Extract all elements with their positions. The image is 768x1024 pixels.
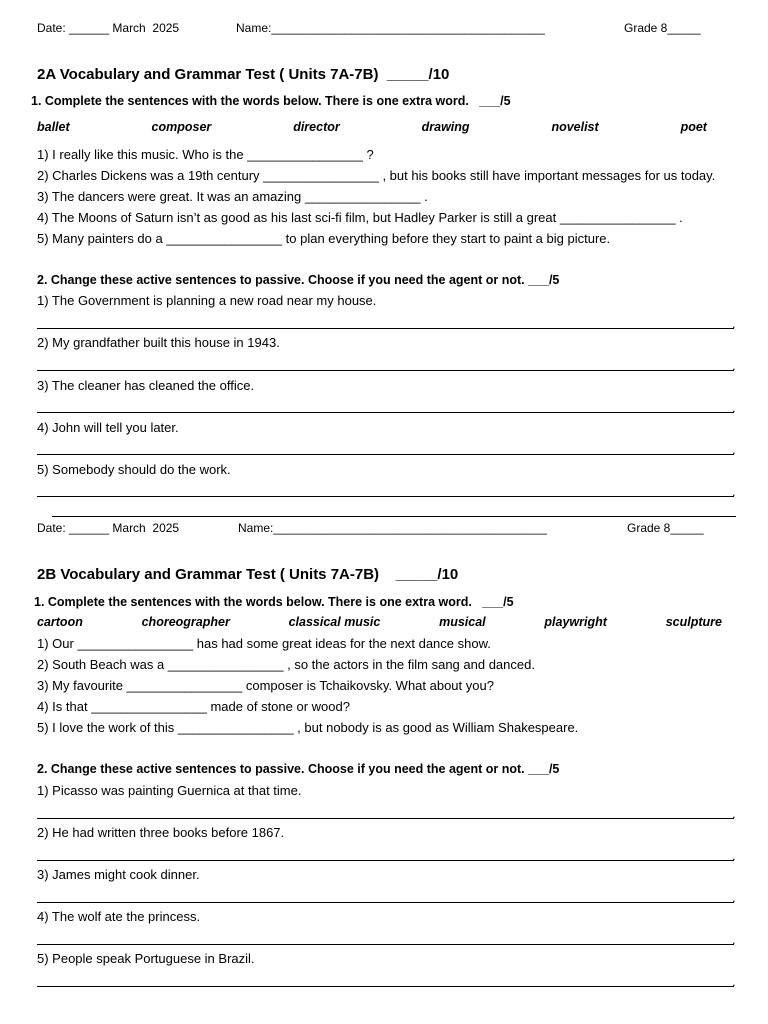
word-bank-item: drawing	[421, 120, 470, 134]
active-sentence: 5) People speak Portuguese in Brazil.	[37, 951, 255, 966]
question-1-instruction-a: 1. Complete the sentences with the words below. There is one extra word. ___/5	[31, 94, 511, 108]
active-sentence: 1) Picasso was painting Guernica at that time.	[37, 783, 302, 798]
gap-fill-sentence[interactable]: 2) South Beach was a ________________ , so the actors in the film sang and danced.	[37, 657, 535, 672]
date-field-b[interactable]: Date: ______ March 2025	[37, 521, 180, 535]
answer-line[interactable]	[37, 944, 734, 945]
answer-line-end: .	[732, 400, 736, 415]
answer-line[interactable]	[37, 496, 734, 497]
word-bank-item: composer	[151, 120, 212, 134]
answer-line-end: .	[732, 848, 736, 863]
word-bank-item: ballet	[37, 120, 70, 134]
answer-line[interactable]	[37, 412, 734, 413]
active-sentence: 4) John will tell you later.	[37, 420, 179, 435]
active-sentence: 3) The cleaner has cleaned the office.	[37, 378, 255, 393]
word-bank-item: director	[293, 120, 340, 134]
gap-fill-sentence[interactable]: 3) The dancers were great. It was an amazing ________________ .	[37, 189, 428, 204]
active-sentence: 3) James might cook dinner.	[37, 867, 200, 882]
gap-fill-sentence[interactable]: 1) Our ________________ has had some great ideas for the next dance show.	[37, 636, 491, 651]
name-field-b[interactable]: Name:_________________________________________	[238, 521, 547, 535]
gap-fill-sentence[interactable]: 4) Is that ________________ made of stone or wood?	[37, 699, 350, 714]
answer-line[interactable]	[37, 454, 734, 455]
active-sentence: 1) The Government is planning a new road near my house.	[37, 293, 377, 308]
gap-fill-sentence[interactable]: 2) Charles Dickens was a 19th century ________________ , but his books still have important messages for us today.	[37, 168, 716, 183]
question-2-instruction-b: 2. Change these active sentences to passive. Choose if you need the agent or not. ___/5	[37, 762, 560, 776]
grade-field-b[interactable]: Grade 8_____	[627, 521, 704, 535]
word-bank-item: playwright	[544, 615, 607, 629]
answer-line-end: .	[732, 484, 736, 499]
gap-fill-sentence[interactable]: 4) The Moons of Saturn isn’t as good as his last sci-fi film, but Hadley Parker is still a great ________________ .	[37, 210, 683, 225]
test-title-a: 2A Vocabulary and Grammar Test ( Units 7A-7B) _____/10	[37, 66, 450, 83]
answer-line[interactable]	[37, 818, 734, 819]
word-bank-item: classical music	[288, 615, 381, 629]
gap-fill-sentence[interactable]: 5) Many painters do a ________________ to plan everything before they start to paint a big picture.	[37, 231, 611, 246]
answer-line-end: .	[732, 890, 736, 905]
word-bank-b	[37, 615, 722, 629]
active-sentence: 2) My grandfather built this house in 1943.	[37, 335, 280, 350]
word-bank-item: novelist	[551, 120, 599, 134]
answer-line[interactable]	[37, 370, 734, 371]
word-bank-item: sculpture	[665, 615, 722, 629]
gap-fill-sentence[interactable]: 3) My favourite ________________ composer is Tchaikovsky. What about you?	[37, 678, 494, 693]
answer-line-end: .	[732, 806, 736, 821]
section-divider	[52, 516, 736, 517]
question-2-instruction-a: 2. Change these active sentences to passive. Choose if you need the agent or not. ___/5	[37, 273, 560, 287]
answer-line[interactable]	[37, 902, 734, 903]
answer-line[interactable]	[37, 328, 734, 329]
gap-fill-sentence[interactable]: 5) I love the work of this ________________ , but nobody is as good as William Shakespeare.	[37, 720, 579, 735]
gap-fill-sentence[interactable]: 1) I really like this music. Who is the ________________ ?	[37, 147, 374, 162]
answer-line[interactable]	[37, 860, 734, 861]
word-bank-item: cartoon	[37, 615, 83, 629]
active-sentence: 5) Somebody should do the work.	[37, 462, 231, 477]
question-1-instruction-b: 1. Complete the sentences with the words below. There is one extra word. ___/5	[34, 595, 514, 609]
active-sentence: 4) The wolf ate the princess.	[37, 909, 201, 924]
name-field-a[interactable]: Name:_________________________________________	[236, 21, 545, 35]
answer-line-end: .	[732, 932, 736, 947]
word-bank-item: poet	[680, 120, 707, 134]
answer-line-end: .	[732, 442, 736, 457]
answer-line-end: .	[732, 974, 736, 989]
word-bank-item: choreographer	[141, 615, 230, 629]
answer-line-end: .	[732, 316, 736, 331]
test-title-b: 2B Vocabulary and Grammar Test ( Units 7A-7B) _____/10	[37, 566, 459, 583]
active-sentence: 2) He had written three books before 1867.	[37, 825, 285, 840]
answer-line[interactable]	[37, 986, 734, 987]
answer-line-end: .	[732, 358, 736, 373]
word-bank-item: musical	[439, 615, 486, 629]
date-field-a[interactable]: Date: ______ March 2025	[37, 21, 180, 35]
grade-field-a[interactable]: Grade 8_____	[624, 21, 701, 35]
word-bank-a	[37, 120, 707, 134]
